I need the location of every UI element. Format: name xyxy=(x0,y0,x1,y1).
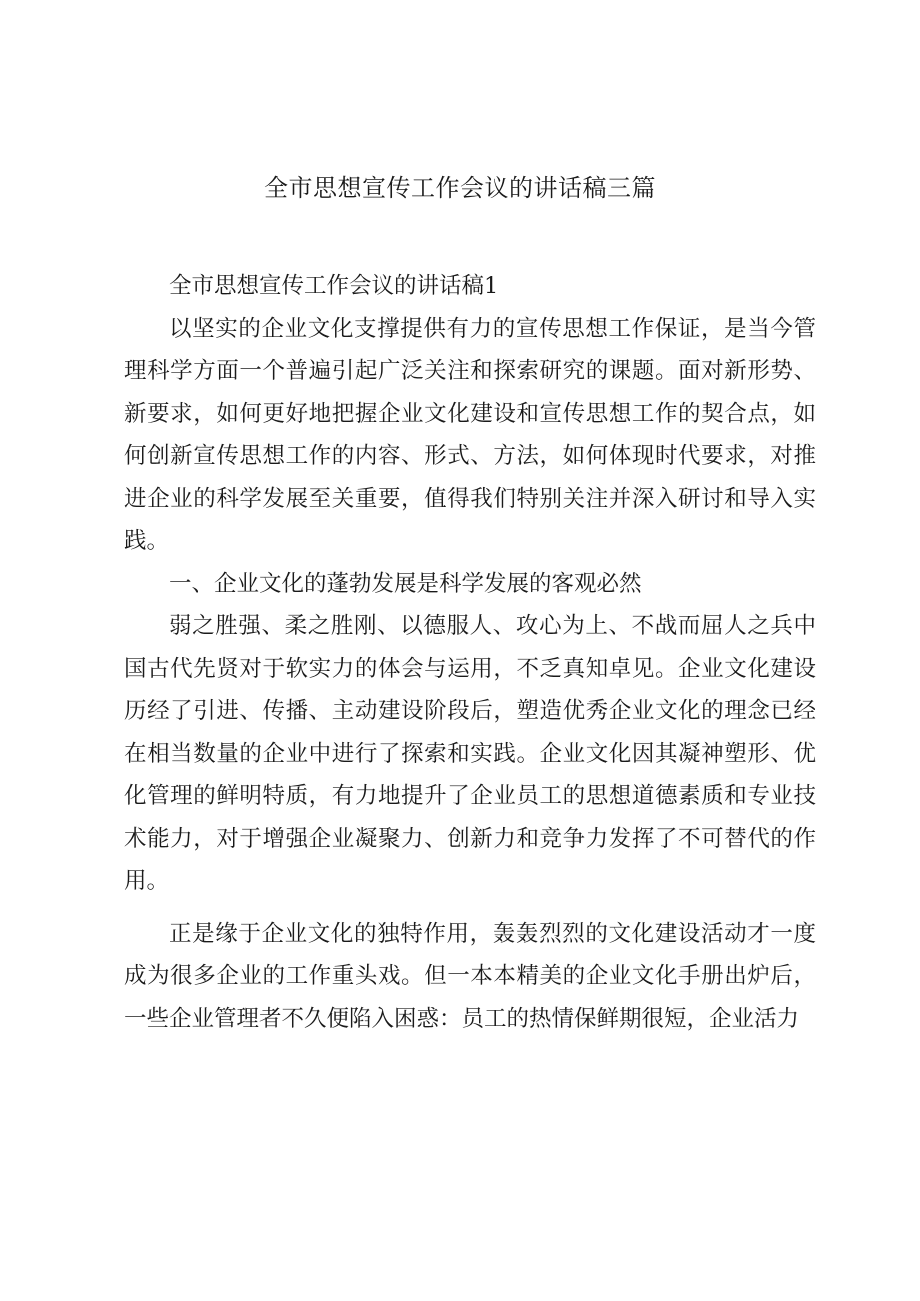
section-subtitle: 全市思想宣传工作会议的讲话稿1 xyxy=(169,273,499,299)
body-paragraph: 正是缘于企业文化的独特作用，轰轰烈烈的文化建设活动才一度成为很多企业的工作重头戏。但一本本精美的企业文化手册出炉后，一些企业管理者不久便陷入困惑：员工的热情保鲜期很短，企业活力 xyxy=(124,920,816,1032)
document-title: 全市思想宣传工作会议的讲话稿三篇 xyxy=(264,174,656,202)
document-body xyxy=(124,265,816,1040)
body-paragraph: 弱之胜强、柔之胜刚、以德服人、攻心为上、不战而屈人之兵中国古代先贤对于软实力的体会与运用，不乏真知卓见。企业文化建设历经了引进、传播、主动建设阶段后，塑造优秀企业文化的理念已经在相当数量的企业中进行了探索和实践。企业文化因其凝神塑形、优化管理的鲜明特质，有力地提升了企业员工的思想道德素质和专业技术能力，对于增强企业凝聚力、创新力和竞争力发挥了不可替代的作用。 xyxy=(124,613,816,894)
body-paragraph-intro: 以坚实的企业文化支撑提供有力的宣传思想工作保证，是当今管理科学方面一个普遍引起广泛关注和探索研究的课题。面对新形势、新要求，如何更好地把握企业文化建设和宣传思想工作的契合点，如何创新宣传思想工作的内容、形式、方法，如何体现时代要求，对推进企业的科学发展至关重要，值得我们特别关注并深入研讨和导入实践。 xyxy=(124,315,816,554)
section-heading-one: 一、企业文化的蓬勃发展是科学发展的客观必然 xyxy=(169,570,642,597)
